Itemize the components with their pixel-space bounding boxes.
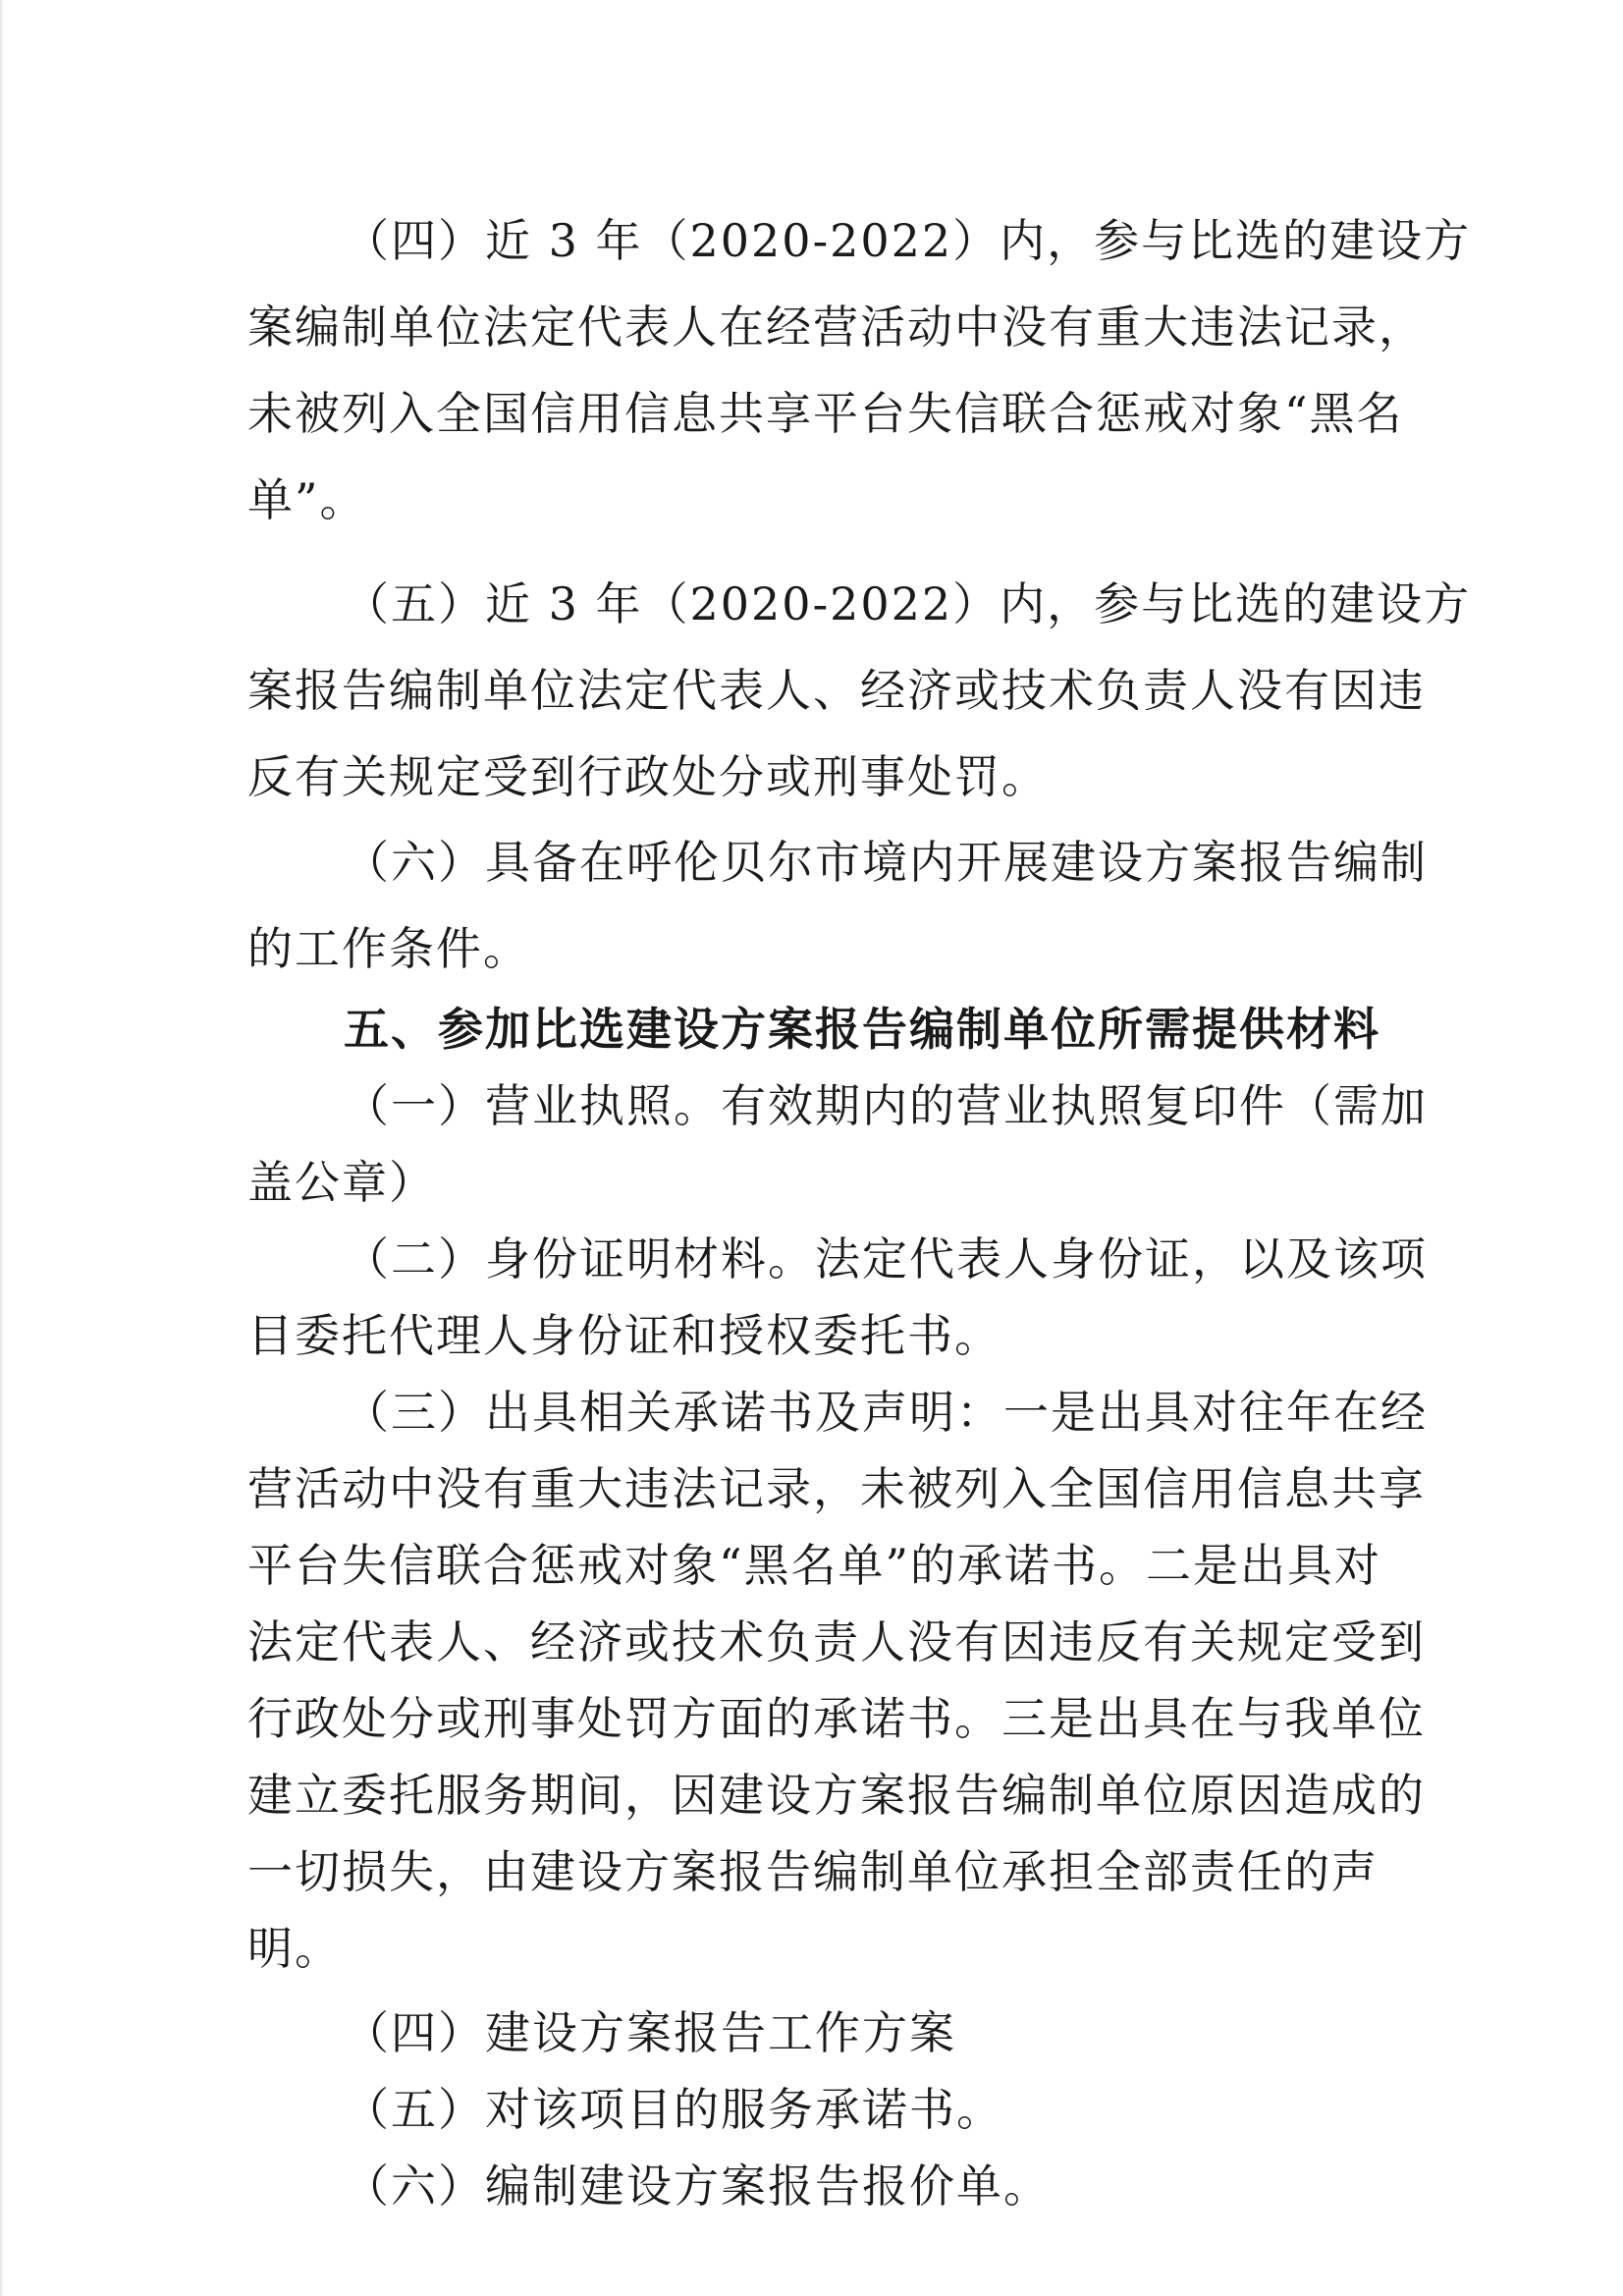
paragraph-4-line-3: 未被列入全国信用信息共享平台失信联合惩戒对象“黑名: [247, 387, 1404, 440]
item-1-line-1: （一）营业执照。有效期内的营业执照复印件（需加: [344, 1079, 1428, 1132]
item-3-line-3: 平台失信联合惩戒对象“黑名单”的承诺书。二是出具对: [247, 1539, 1382, 1592]
item-3-line-6: 建立委托服务期间，因建设方案报告编制单位原因造成的: [247, 1769, 1426, 1822]
paragraph-4-line-4: 单”。: [247, 473, 367, 526]
item-2-line-2: 目委托代理人身份证和授权委托书。: [247, 1309, 1001, 1362]
item-2-line-1: （二）身份证明材料。法定代表人身份证，以及该项: [344, 1232, 1428, 1285]
paragraph-5-line-2: 案报告编制单位法定代表人、经济或技术负责人没有因违: [247, 664, 1426, 717]
item-6-line-1: （六）编制建设方案报告报价单。: [344, 2159, 1051, 2213]
paragraph-5-line-3: 反有关规定受到行政处分或刑事处罚。: [247, 750, 1049, 803]
paragraph-4-line-1: （四）近 3 年（2020-2022）内，参与比选的建设方: [344, 214, 1472, 267]
item-3-line-1: （三）出具相关承诺书及声明：一是出具对往年在经: [344, 1386, 1428, 1439]
item-5-line-1: （五）对该项目的服务承诺书。: [344, 2083, 1003, 2136]
item-3-line-8: 明。: [247, 1922, 342, 1975]
paragraph-4-line-2: 案编制单位法定代表人在经营活动中没有重大违法记录，: [247, 301, 1426, 354]
item-3-line-2: 营活动中没有重大违法记录，未被列入全国信用信息共享: [247, 1462, 1426, 1515]
section-5-heading: 五、参加比选建设方案报告编制单位所需提供材料: [344, 1003, 1380, 1056]
paragraph-5-line-1: （五）近 3 年（2020-2022）内，参与比选的建设方: [344, 577, 1472, 630]
item-4-line-1: （四）建设方案报告工作方案: [344, 2006, 956, 2059]
item-3-line-4: 法定代表人、经济或技术负责人没有因违反有关规定受到: [247, 1615, 1426, 1668]
paragraph-6-line-2: 的工作条件。: [247, 922, 530, 975]
item-3-line-7: 一切损失，由建设方案报告编制单位承担全部责任的声: [247, 1845, 1379, 1898]
item-1-line-2: 盖公章）: [247, 1156, 436, 1209]
scan-edge: [0, 0, 4, 2296]
paragraph-6-line-1: （六）具备在呼伦贝尔市境内开展建设方案报告编制: [344, 836, 1428, 889]
item-3-line-5: 行政处分或刑事处罚方面的承诺书。三是出具在与我单位: [247, 1692, 1426, 1745]
